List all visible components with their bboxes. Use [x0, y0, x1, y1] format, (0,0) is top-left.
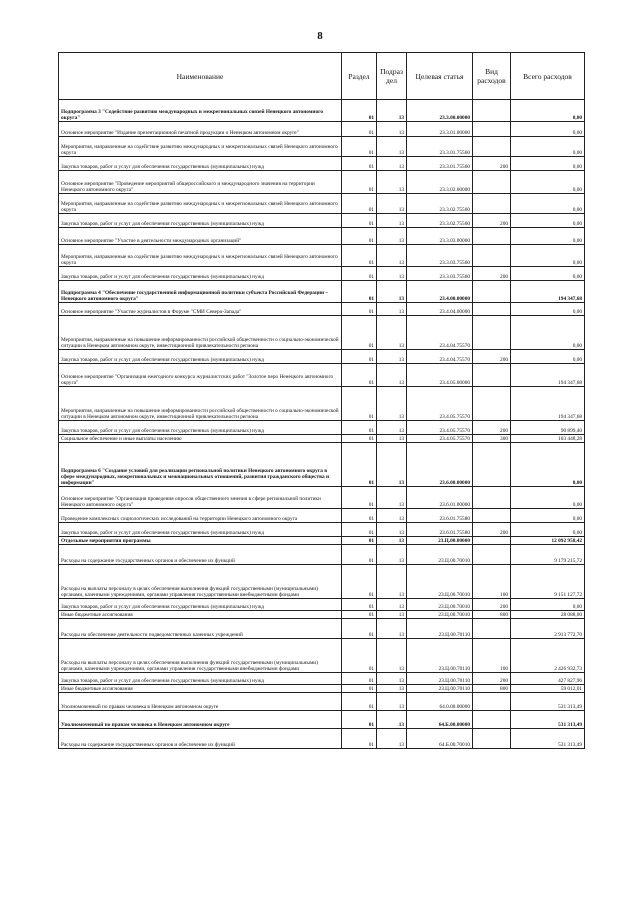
- cell-subsection: 13: [377, 685, 407, 693]
- cell-type: 800: [473, 611, 511, 619]
- cell-type: 300: [473, 435, 511, 443]
- cell-type: 200: [473, 421, 511, 435]
- cell-subsection: 13: [377, 611, 407, 619]
- cell-type: 100: [473, 639, 511, 673]
- cell-name: Расходы на выплаты персоналу в целях обеспечения выполнения функций государственными (муниципальными) органами, казенными учреждениями, органами управления государственными внебюджетными фондами: [59, 565, 342, 599]
- cell-type: [473, 487, 511, 509]
- cell-total: 0,00: [511, 122, 585, 137]
- cell-type: 200: [473, 157, 511, 171]
- cell-subsection: 13: [377, 443, 407, 487]
- cell-section: 01: [342, 639, 377, 673]
- cell-total: 531 313,49: [511, 693, 585, 711]
- cell-type: [473, 509, 511, 523]
- cell-article: 23.Ц.00.70010: [407, 565, 473, 599]
- cell-name: Социальное обеспечение и иные выплаты населению: [59, 435, 342, 443]
- cell-article: 23.4.04.00000: [407, 303, 473, 316]
- cell-article: 23.Ц.00.70110: [407, 619, 473, 639]
- cell-total: 0,00: [511, 245, 585, 267]
- table-row: [59, 137, 585, 157]
- cell-section: 01: [342, 157, 377, 171]
- table-row: [59, 228, 585, 245]
- cell-article: 23.3.02.75560: [407, 194, 473, 214]
- cell-subsection: 13: [377, 545, 407, 565]
- cell-total: 194 347,68: [511, 364, 585, 387]
- cell-subsection: 13: [377, 100, 407, 122]
- cell-subsection: 13: [377, 122, 407, 137]
- cell-article: 23.3.00.00000: [407, 100, 473, 122]
- table-row: [59, 611, 585, 619]
- cell-total: 0,00: [511, 171, 585, 194]
- table-row: [59, 487, 585, 509]
- table-row: [59, 619, 585, 639]
- cell-subsection: 13: [377, 157, 407, 171]
- cell-type: [473, 137, 511, 157]
- cell-subsection: 13: [377, 639, 407, 673]
- cell-article: 23.4.05.00000: [407, 364, 473, 387]
- cell-section: 01: [342, 421, 377, 435]
- cell-subsection: 13: [377, 537, 407, 545]
- cell-name: Расходы на выплаты персоналу в целях обеспечения выполнения функций государственными (муниципальными) органами, казенными учреждениями, органами управления государственными внебюджетными фондами: [59, 639, 342, 673]
- cell-total: 531 313,49: [511, 711, 585, 729]
- table-row: [59, 303, 585, 316]
- cell-article: 23.3.03.75560: [407, 245, 473, 267]
- cell-name: Мероприятия, направленные на содействие развитию международных и межрегиональных связей Ненецкого автономного округа: [59, 194, 342, 214]
- table-row: [59, 157, 585, 171]
- cell-name: Уполномоченный по правам человека в Ненецком автономном округе: [59, 711, 342, 729]
- cell-type: 200: [473, 673, 511, 685]
- cell-article: 23.6.01.75580: [407, 509, 473, 523]
- table-row: [59, 100, 585, 122]
- cell-total: 0,00: [511, 443, 585, 487]
- cell-subsection: 13: [377, 729, 407, 749]
- cell-subsection: 13: [377, 421, 407, 435]
- table-row: [59, 281, 585, 303]
- cell-type: 200: [473, 599, 511, 611]
- table-row: [59, 693, 585, 711]
- cell-total: 2 913 772,70: [511, 619, 585, 639]
- cell-type: [473, 711, 511, 729]
- cell-subsection: 13: [377, 364, 407, 387]
- cell-name: Закупка товаров, работ и услуг для обеспечения государственных (муниципальных) нужд: [59, 157, 342, 171]
- cell-total: 0,00: [511, 157, 585, 171]
- cell-section: 01: [342, 611, 377, 619]
- cell-name: Подпрограмма 4 "Обеспечение государственной информационной политики субъекта Российской Федерации – Ненецкого автономного округа": [59, 281, 342, 303]
- table-row: [59, 421, 585, 435]
- cell-subsection: 13: [377, 303, 407, 316]
- cell-total: 0,00: [511, 267, 585, 281]
- cell-type: [473, 100, 511, 122]
- table-row: [59, 214, 585, 228]
- cell-section: 01: [342, 228, 377, 245]
- cell-section: 01: [342, 137, 377, 157]
- cell-section: 01: [342, 171, 377, 194]
- cell-section: 01: [342, 619, 377, 639]
- cell-article: 23.3.01.00000: [407, 122, 473, 137]
- budget-table: [58, 52, 585, 749]
- cell-article: 23.4.05.75570: [407, 387, 473, 421]
- cell-type: [473, 729, 511, 749]
- cell-type: 200: [473, 350, 511, 364]
- cell-subsection: 13: [377, 565, 407, 599]
- cell-subsection: 13: [377, 487, 407, 509]
- cell-name: Закупка товаров, работ и услуг для обеспечения государственных (муниципальных) нужд: [59, 523, 342, 537]
- cell-subsection: 13: [377, 523, 407, 537]
- table-row: [59, 685, 585, 693]
- cell-section: 01: [342, 673, 377, 685]
- cell-section: 01: [342, 729, 377, 749]
- cell-article: 23.Ц.00.70010: [407, 599, 473, 611]
- cell-section: 01: [342, 545, 377, 565]
- table-row: [59, 545, 585, 565]
- cell-section: 01: [342, 281, 377, 303]
- cell-section: 01: [342, 565, 377, 599]
- cell-section: 01: [342, 194, 377, 214]
- page-number: 8: [317, 30, 323, 42]
- cell-subsection: 13: [377, 245, 407, 267]
- cell-name: Основное мероприятие "Участие в деятельности международных организаций": [59, 228, 342, 245]
- cell-total: 28 088,00: [511, 611, 585, 619]
- cell-type: 800: [473, 685, 511, 693]
- table-row: [59, 443, 585, 487]
- cell-section: 01: [342, 443, 377, 487]
- cell-name: Проведение комплексных социологических исследований на территории Ненецкого автономного округа: [59, 509, 342, 523]
- cell-total: 0,00: [511, 487, 585, 509]
- cell-type: [473, 537, 511, 545]
- cell-section: 01: [342, 523, 377, 537]
- cell-subsection: 13: [377, 137, 407, 157]
- cell-total: 9 151 127,72: [511, 565, 585, 599]
- header-type: Вид расходов: [473, 53, 511, 100]
- table-row: [59, 599, 585, 611]
- table-row: [59, 171, 585, 194]
- cell-section: 01: [342, 267, 377, 281]
- table-header-row: [59, 53, 585, 100]
- cell-type: [473, 194, 511, 214]
- cell-name: Основное мероприятие "Издание презентационной печатной продукции о Ненецком автономном округе": [59, 122, 342, 137]
- cell-name: Закупка товаров, работ и услуг для обеспечения государственных (муниципальных) нужд: [59, 267, 342, 281]
- table-row: [59, 122, 585, 137]
- cell-total: 0,00: [511, 137, 585, 157]
- cell-name: Расходы на обеспечение деятельности подведомственных казенных учреждений: [59, 619, 342, 639]
- cell-total: 427 827,96: [511, 673, 585, 685]
- cell-name: Закупка товаров, работ и услуг для обеспечения государственных (муниципальных) нужд: [59, 421, 342, 435]
- cell-type: [473, 245, 511, 267]
- cell-article: 23.6.00.00000: [407, 443, 473, 487]
- cell-section: 01: [342, 364, 377, 387]
- cell-article: 23.4.05.75570: [407, 435, 473, 443]
- cell-name: Основное мероприятие "Проведение мероприятий общероссийского и международного значения на территории Ненецкого автономного округа": [59, 171, 342, 194]
- cell-subsection: 13: [377, 435, 407, 443]
- cell-article: 23.Ц.00.70010: [407, 545, 473, 565]
- cell-type: [473, 693, 511, 711]
- table-row: [59, 711, 585, 729]
- table-row: [59, 387, 585, 421]
- table-row: [59, 267, 585, 281]
- cell-type: [473, 281, 511, 303]
- cell-section: 01: [342, 214, 377, 228]
- cell-name: Мероприятия, направленные на содействие развитию международных и межрегиональных связей Ненецкого автономного округа: [59, 137, 342, 157]
- cell-total: 0,00: [511, 100, 585, 122]
- cell-type: [473, 171, 511, 194]
- cell-type: [473, 122, 511, 137]
- cell-section: 01: [342, 245, 377, 267]
- cell-type: [473, 387, 511, 421]
- cell-type: 200: [473, 267, 511, 281]
- cell-subsection: 13: [377, 350, 407, 364]
- cell-article: 23.3.03.75560: [407, 267, 473, 281]
- table-row: [59, 350, 585, 364]
- cell-subsection: 13: [377, 673, 407, 685]
- table-row: [59, 316, 585, 350]
- cell-type: 200: [473, 214, 511, 228]
- cell-article: 23.4.04.75570: [407, 350, 473, 364]
- cell-section: 01: [342, 685, 377, 693]
- cell-section: 01: [342, 387, 377, 421]
- cell-article: 23.3.02.00000: [407, 171, 473, 194]
- cell-section: 01: [342, 599, 377, 611]
- cell-section: 01: [342, 693, 377, 711]
- cell-section: 01: [342, 303, 377, 316]
- cell-section: 01: [342, 122, 377, 137]
- cell-name: Закупка товаров, работ и услуг для обеспечения государственных (муниципальных) нужд: [59, 214, 342, 228]
- cell-name: Подпрограмма 3 "Содействие развитию международных и межрегиональных связей Ненецкого автономного округа": [59, 100, 342, 122]
- cell-total: 0,00: [511, 194, 585, 214]
- header-article: Целевая статья: [407, 53, 473, 100]
- cell-subsection: 13: [377, 316, 407, 350]
- cell-type: [473, 619, 511, 639]
- cell-type: [473, 303, 511, 316]
- cell-subsection: 13: [377, 228, 407, 245]
- table-row: [59, 509, 585, 523]
- table-body: [59, 100, 585, 749]
- cell-total: 59 012,01: [511, 685, 585, 693]
- cell-total: 0,00: [511, 599, 585, 611]
- table-row: [59, 639, 585, 673]
- table-row: [59, 673, 585, 685]
- cell-subsection: 13: [377, 194, 407, 214]
- cell-article: 23.4.05.75570: [407, 421, 473, 435]
- table-row: [59, 194, 585, 214]
- cell-subsection: 13: [377, 599, 407, 611]
- cell-subsection: 13: [377, 711, 407, 729]
- cell-name: Уполномоченный по правам человека в Ненецком автономном округе: [59, 693, 342, 711]
- cell-name: Мероприятия, направленные на содействие развитию международных и межрегиональных связей Ненецкого автономного округа: [59, 245, 342, 267]
- cell-name: Основное мероприятие "Организация проведения опросов общественного мнения в сфере региональной политики Ненецкого автономного округа": [59, 487, 342, 509]
- cell-article: 23.Ц.00.70010: [407, 611, 473, 619]
- cell-section: 01: [342, 435, 377, 443]
- header-subsection: Подраз дел: [377, 53, 407, 100]
- cell-section: 01: [342, 100, 377, 122]
- cell-name: Иные бюджетные ассигнования: [59, 685, 342, 693]
- cell-name: Подпрограмма 6 "Создание условий для реализации региональной политики Ненецкого автономного округа в сфере международных, межрегиональных и межнациональных отношений, развития гражданского общества и информации": [59, 443, 342, 487]
- cell-article: 23.4.04.75570: [407, 316, 473, 350]
- cell-name: Мероприятия, направленные на повышение информированности российской общественности о социально-экономической ситуации в Ненецком автономном округе, инвестиционной привлекательности региона: [59, 387, 342, 421]
- cell-name: Расходы на содержание государственных органов и обеспечение их функций: [59, 729, 342, 749]
- header-total: Всего расходов: [511, 53, 585, 100]
- table-row: [59, 245, 585, 267]
- cell-total: 0,00: [511, 523, 585, 537]
- cell-total: 90 899,40: [511, 421, 585, 435]
- cell-article: 23.6.01.75580: [407, 523, 473, 537]
- cell-section: 01: [342, 350, 377, 364]
- cell-name: Закупка товаров, работ и услуг для обеспечения государственных (муниципальных) нужд: [59, 673, 342, 685]
- cell-article: 23.3.02.75560: [407, 214, 473, 228]
- header-section: Раздел: [342, 53, 377, 100]
- cell-section: 01: [342, 487, 377, 509]
- cell-article: 23.3.01.75560: [407, 137, 473, 157]
- cell-total: 103 448,28: [511, 435, 585, 443]
- cell-type: 200: [473, 523, 511, 537]
- cell-name: Закупка товаров, работ и услуг для обеспечения государственных (муниципальных) нужд: [59, 599, 342, 611]
- cell-total: 0,00: [511, 214, 585, 228]
- cell-type: [473, 443, 511, 487]
- cell-total: 12 092 958,42: [511, 537, 585, 545]
- table-row: [59, 523, 585, 537]
- cell-section: 01: [342, 711, 377, 729]
- cell-type: [473, 364, 511, 387]
- cell-name: Расходы на содержание государственных органов и обеспечение их функций: [59, 545, 342, 565]
- cell-total: 531 313,49: [511, 729, 585, 749]
- cell-subsection: 13: [377, 214, 407, 228]
- cell-subsection: 13: [377, 387, 407, 421]
- cell-name: Отдельные мероприятия программы: [59, 537, 342, 545]
- cell-total: 0,00: [511, 509, 585, 523]
- cell-article: 23.4.00.00000: [407, 281, 473, 303]
- table-row: [59, 565, 585, 599]
- cell-subsection: 13: [377, 281, 407, 303]
- cell-article: 23.3.01.75560: [407, 157, 473, 171]
- cell-name: Основное мероприятие "Организация ежегодного конкурса журналистских работ "Золотое перо Ненецкого автономного округа": [59, 364, 342, 387]
- cell-article: 64.0.00.00000: [407, 693, 473, 711]
- cell-article: 23.Ц.00.70110: [407, 673, 473, 685]
- cell-total: 0,00: [511, 316, 585, 350]
- cell-subsection: 13: [377, 509, 407, 523]
- cell-article: 23.Ц.00.70110: [407, 639, 473, 673]
- cell-subsection: 13: [377, 267, 407, 281]
- cell-name: Закупка товаров, работ и услуг для обеспечения государственных (муниципальных) нужд: [59, 350, 342, 364]
- table-row: [59, 435, 585, 443]
- cell-type: [473, 316, 511, 350]
- cell-section: 01: [342, 537, 377, 545]
- cell-subsection: 13: [377, 693, 407, 711]
- table-row: [59, 729, 585, 749]
- cell-total: 0,00: [511, 303, 585, 316]
- cell-section: 01: [342, 316, 377, 350]
- cell-article: 23.3.03.00000: [407, 228, 473, 245]
- cell-subsection: 13: [377, 171, 407, 194]
- cell-article: 23.Ц.00.70110: [407, 685, 473, 693]
- cell-type: [473, 545, 511, 565]
- cell-subsection: 13: [377, 619, 407, 639]
- cell-type: 100: [473, 565, 511, 599]
- cell-total: 0,00: [511, 228, 585, 245]
- cell-name: Мероприятия, направленные на повышение информированности российской общественности о социально-экономической ситуации в Ненецком автономном округе, инвестиционной привлекательности региона: [59, 316, 342, 350]
- cell-name: Основное мероприятие "Участие журналистов в Форуме "СМИ Северо-Запада": [59, 303, 342, 316]
- cell-article: 23.6.01.00000: [407, 487, 473, 509]
- cell-article: 64.Б.00.70010: [407, 729, 473, 749]
- cell-total: 194 347,68: [511, 387, 585, 421]
- cell-total: 2 426 932,73: [511, 639, 585, 673]
- table-row: [59, 364, 585, 387]
- cell-section: 01: [342, 509, 377, 523]
- cell-name: Иные бюджетные ассигнования: [59, 611, 342, 619]
- header-name: Наименование: [59, 53, 342, 100]
- table-row: [59, 537, 585, 545]
- cell-article: 64.Б.00.00000: [407, 711, 473, 729]
- cell-total: 0,00: [511, 350, 585, 364]
- cell-type: [473, 228, 511, 245]
- cell-article: 23.Ц.00.00000: [407, 537, 473, 545]
- cell-total: 194 347,68: [511, 281, 585, 303]
- cell-total: 9 179 215,72: [511, 545, 585, 565]
